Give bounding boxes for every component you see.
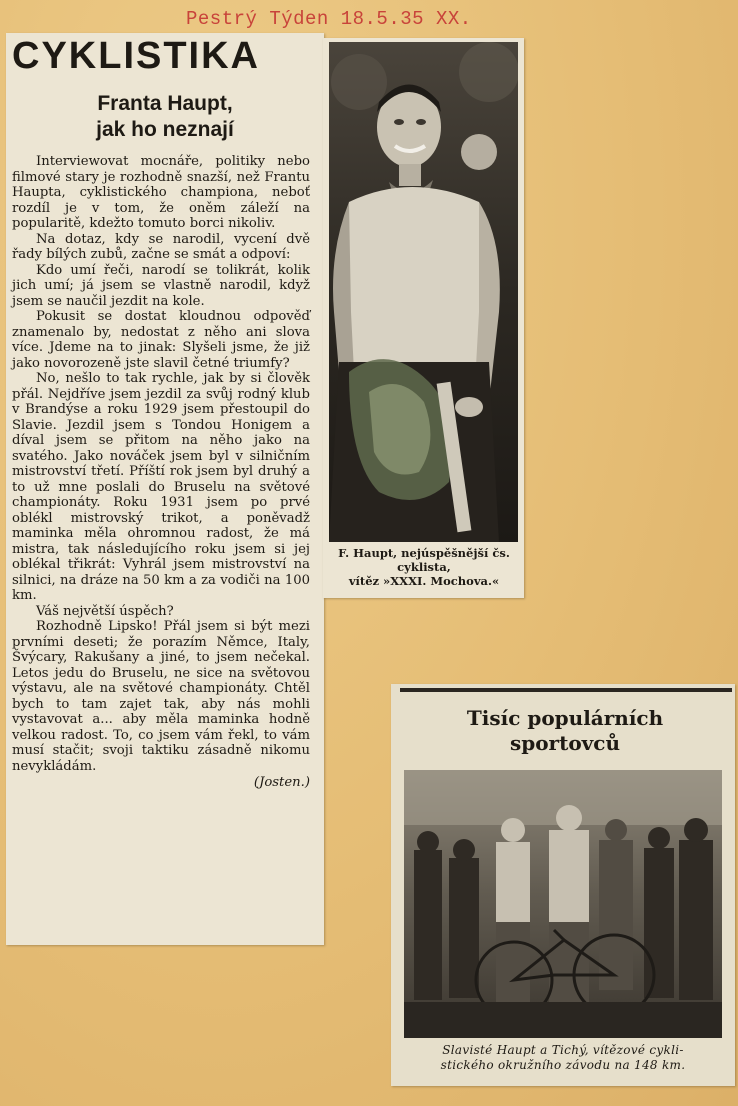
caption-line: Slavisté Haupt a Tichý, vítězové cykli- [442,1043,684,1057]
title-line: sportovců [509,731,621,755]
article-body [12,154,310,791]
header-rule [400,688,732,692]
title-line: Tisíc populárních [466,706,664,730]
caption-line: cyklista, [397,560,451,574]
article-paragraph: No, nešlo to tak rychle, jak by si člověk přál. Nejdříve jsem jezdil za svůj rodný klub v Brandýse a roku 1929 jsem přestoupil do Slavie. Jezdil jsem s Tondou Honigem a díval jsem se přitom na něho jako na svatého. Jako nováček jsem byl v silničním mistrovství třetí. Příští rok jsem byl druhý a to už mne poslali do Bruselu na světové championáty. Roku 1931 jsem po prvé oblékl mistrovský trikot, a poněvadž maminka měla ohromnou radost, že má mistra, tak následujícího roku jsem si jej oblékal třikrát: Vyhrál jsem mistrovství na silnici, na dráze na 50 km a za vodiči na 100 km. [12,371,310,603]
article-paragraph: Váš největší úspěch? [36,603,174,619]
cyclist-portrait-illustration [329,42,518,542]
article-paragraph: Rozhodně Lipsko! Přál jsem si být mezi prvními deseti; že porazím Němce, Italy, Švýcary, Rakušany a jiné, to jsem nečekal. Letos jedu do Bruselu, ne sice na světovou výstavu, ale na světové championáty. Chtěl bych to tam zajet tak, aby nás mohli vystavovat a... aby měla maminka hodně velkou radost. To, co jsem vám řekl, to vám musí stačit; svoji taktiku zásadně nikomu nevykládám. [12,619,310,774]
subtitle-line: jak ho neznají [96,118,234,141]
section-title: CYKLISTIKA [12,35,260,77]
subtitle-line: Franta Haupt, [97,92,233,115]
archive-stamp: Pestrý Týden 18.5.35 XX. [186,8,472,30]
caption-line: stického okružního závodu na 148 km. [440,1058,686,1072]
team-group-photo [404,770,722,1038]
second-clipping-title [400,706,730,756]
caption-line: F. Haupt, nejúspěšnější čs. [338,546,510,560]
group-photo-caption [394,1043,732,1073]
article-paragraph: Na dotaz, kdy se narodil, vycení dvě řady bílých zubů, začne se smát a odpoví: [12,231,310,262]
article-paragraph: Interviewovat mocnáře, politiky nebo filmové stary je rozhodně snazší, než Frantu Haupta, cyklistického championa, neboť rozdíl je v tom, že oněm záleží na popularitě, kdežto tomuto borci nikoliv. [12,154,310,231]
article-paragraph: Pokusit se dostat kloudnou odpověď znamenalo by, nedostat z něho ani slova více. Jdeme na to jinak: Slyšeli jsme, že již jako novorozeně jste slavil četné triumfy? [12,309,310,371]
cyclist-portrait-photo [329,42,518,542]
team-group-illustration [404,770,722,1038]
article-paragraph: Kdo umí řeči, narodí se tolikrát, kolik jich umí; já jsem se vlastně narodil, když jsem se naučil jezdit na kole. [12,262,310,309]
article-subtitle [20,91,310,143]
author-signature: (Josten.) [253,775,310,790]
caption-line: vítěz »XXXI. Mochova.« [348,574,500,588]
portrait-caption [326,546,522,588]
